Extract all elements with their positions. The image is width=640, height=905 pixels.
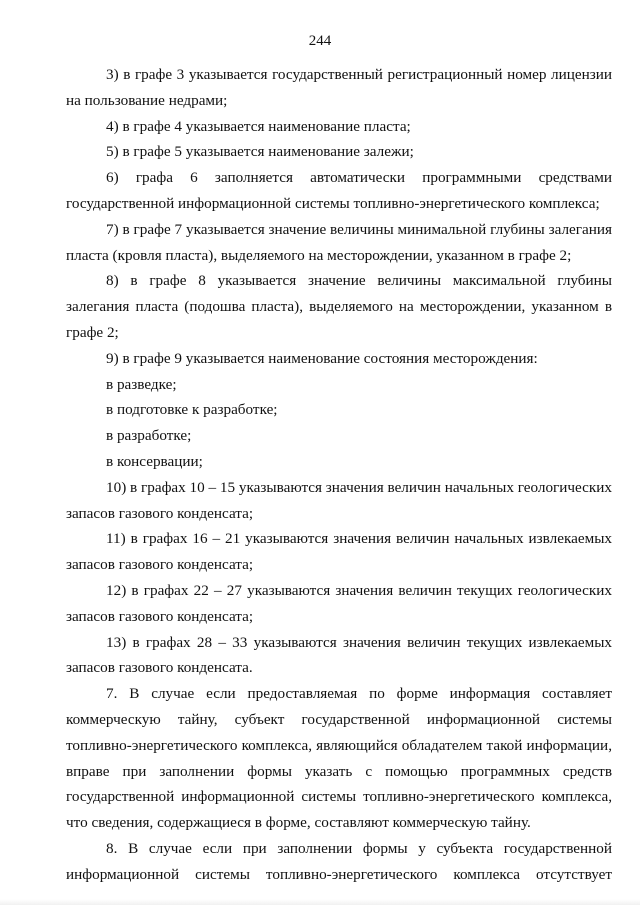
- paragraph-item-11: 11) в графах 16 – 21 указываются значения величин начальных извлекаемых запасов газового конденсата;: [66, 530, 612, 574]
- paragraph-item-12: 12) в графах 22 – 27 указываются значения величин текущих геологических запасов газового конденсата;: [66, 581, 612, 625]
- state-option-development: в разработке;: [106, 427, 192, 445]
- paragraph-item-9: 9) в графе 9 указывается наименование состояния месторождения:: [106, 349, 538, 367]
- paragraph-item-7: 7) в графе 7 указывается значение величины минимальной глубины залегания пласта (кровля пласта), выделяемого на месторождении, указанном в графе 2;: [66, 220, 612, 264]
- paragraph-item-10: 10) в графах 10 – 15 указываются значения величин начальных геологических запасов газового конденсата;: [66, 478, 612, 522]
- document-body: [66, 62, 612, 888]
- scan-edge-shading: [0, 899, 640, 905]
- state-option-conservation: в консервации;: [106, 452, 203, 470]
- paragraph-item-8: 8) в графе 8 указывается значение величины максимальной глубины залегания пласта (подошва пласта), выделяемого на месторождении, указанном в графе 2;: [66, 272, 612, 341]
- paragraph-item-3: 3) в графе 3 указывается государственный регистрационный номер лицензии на пользование недрами;: [66, 66, 612, 109]
- page-number: 244: [308, 33, 332, 49]
- paragraph-section-8: 8. В случае если при заполнении формы у субъекта государственной информационной системы топливно-энергетического комплекса отсутствует: [66, 839, 612, 883]
- paragraph-item-5: 5) в графе 5 указывается наименование залежи;: [106, 143, 414, 161]
- paragraph-item-13: 13) в графах 28 – 33 указываются значения величин текущих извлекаемых запасов газового конденсата.: [66, 633, 612, 677]
- state-option-exploration: в разведке;: [106, 375, 177, 393]
- state-option-preparation: в подготовке к разработке;: [106, 401, 278, 419]
- paragraph-item-6: 6) графа 6 заполняется автоматически программными средствами государственной информационной системы топливно-энергетического комплекса;: [66, 169, 612, 212]
- paragraph-section-7: 7. В случае если предоставляемая по форме информация составляет коммерческую тайну, субъект государственной информационной системы топливно-энергетического комплекса, являющийся обладателем такой информации, вправе при заполнении формы указать с помощью программных средств государственной информационной системы топливно-энергетического комплекса, что сведения, содержащиеся в форме, составляют коммерческую тайну.: [66, 685, 612, 832]
- paragraph-item-4: 4) в графе 4 указывается наименование пласта;: [106, 117, 411, 135]
